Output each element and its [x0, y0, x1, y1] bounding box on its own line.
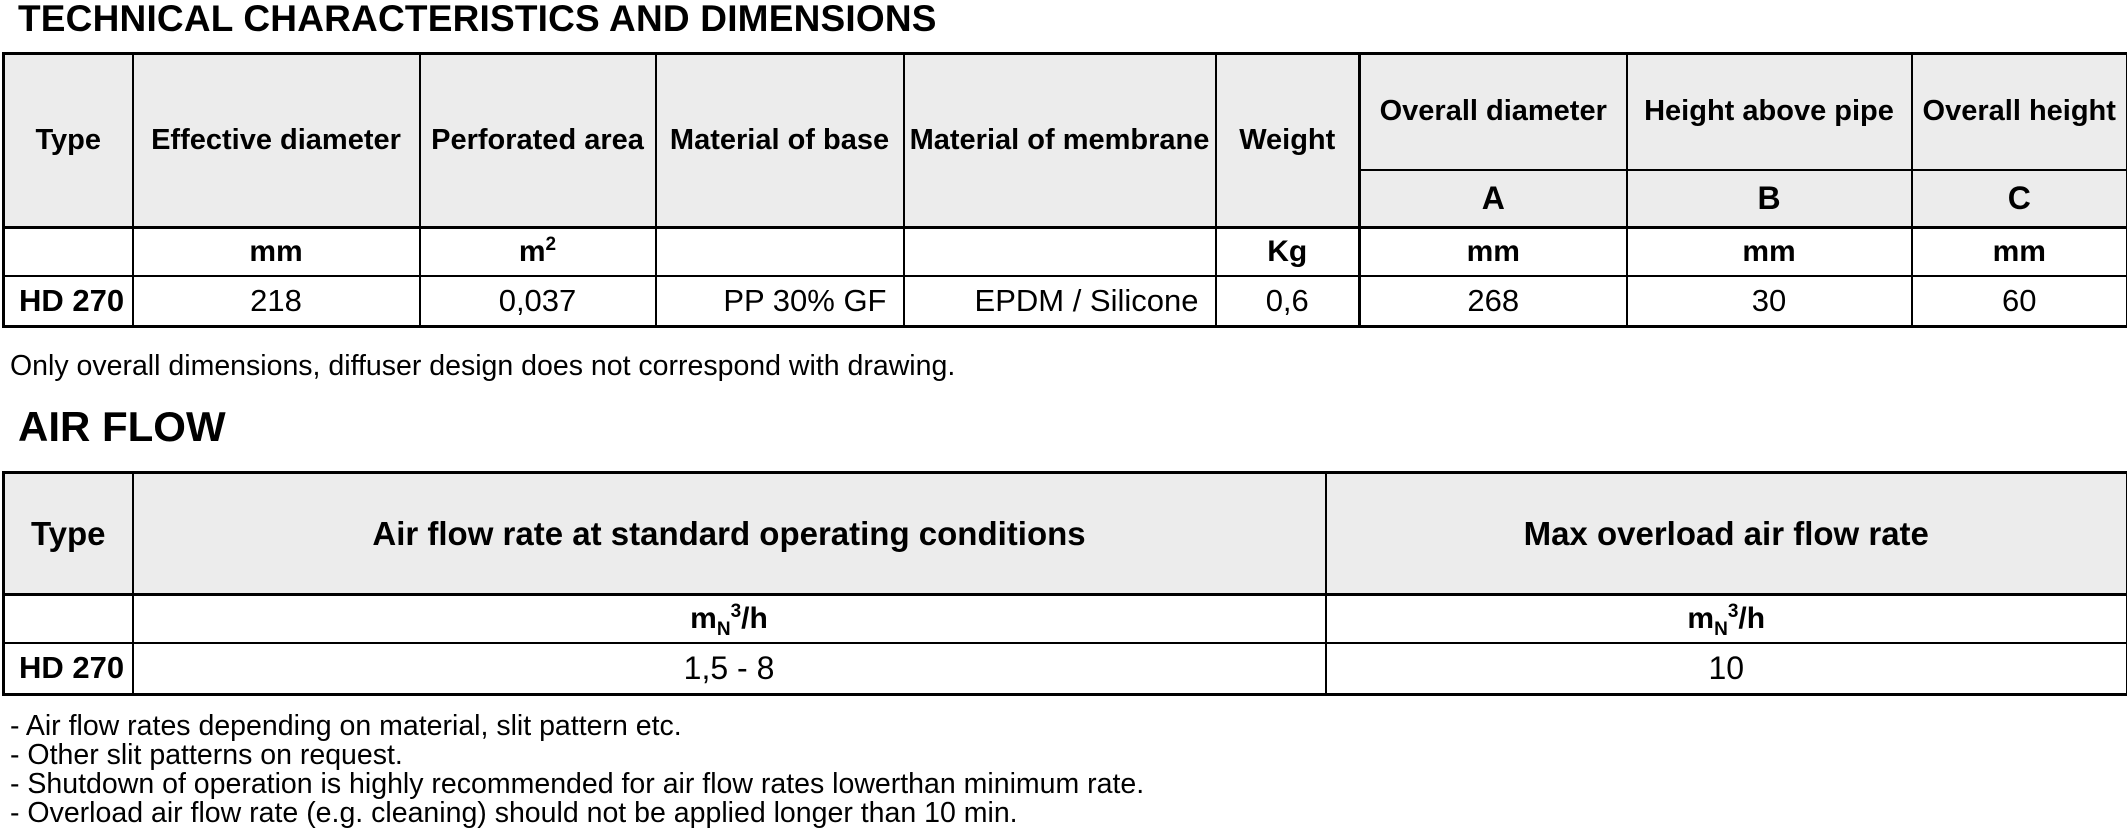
- dimensions-note: Only overall dimensions, diffuser design does not correspond with drawing.: [10, 350, 956, 382]
- header-letter-c: C: [1912, 170, 2127, 228]
- unit-tail: /h: [741, 601, 768, 635]
- unit-material-membrane-empty: [904, 228, 1216, 276]
- cell-overall-diameter: 268: [1360, 276, 1627, 327]
- cell-weight: 0,6: [1216, 276, 1360, 327]
- header-letter-a: A: [1360, 170, 1627, 228]
- cell-material-membrane: EPDM / Silicone: [904, 276, 1216, 327]
- unit-perforated-area: [420, 228, 656, 276]
- technical-characteristics-title: TECHNICAL CHARACTERISTICS AND DIMENSIONS: [18, 0, 937, 39]
- table-row: [4, 643, 2127, 695]
- air-flow-note: - Air flow rates depending on material, slit pattern etc.: [10, 710, 682, 742]
- unit-perforated-area-base: m: [518, 234, 546, 268]
- unit-base: m: [690, 601, 717, 635]
- unit-subscript: N: [1714, 618, 1728, 640]
- airflow-header-max-overload: Max overload air flow rate: [1326, 473, 2127, 595]
- air-flow-note: - Other slit patterns on request.: [10, 739, 403, 771]
- unit-tail: /h: [1738, 601, 1766, 635]
- air-flow-note: - Shutdown of operation is highly recommended for air flow rates lowerthan minimum rate.: [10, 768, 1145, 800]
- unit-type-empty: [4, 228, 133, 276]
- unit-subscript: N: [716, 618, 731, 640]
- air-flow-title: AIR FLOW: [18, 403, 226, 450]
- airflow-cell-standard-rate: 1,5 - 8: [133, 643, 1326, 695]
- unit-superscript: 3: [730, 600, 742, 622]
- cell-height-above-pipe: 30: [1627, 276, 1912, 327]
- air-flow-note: - Overload air flow rate (e.g. cleaning) should not be applied longer than 10 min.: [10, 797, 1018, 829]
- header-letter-b: B: [1627, 170, 1912, 228]
- header-type: Type: [4, 54, 133, 228]
- unit-superscript: 3: [1727, 600, 1739, 622]
- airflow-unit-max-overload: [1326, 595, 2127, 643]
- airflow-unit-standard-rate: [133, 595, 1326, 643]
- cell-effective-diameter: 218: [133, 276, 420, 327]
- unit-perforated-area-exponent: 2: [545, 233, 557, 255]
- unit-material-base-empty: [656, 228, 904, 276]
- header-effective-diameter: Effective diameter: [133, 54, 420, 228]
- cell-perforated-area: 0,037: [420, 276, 656, 327]
- header-overall-height: Overall height: [1912, 54, 2127, 170]
- unit-base: m: [1687, 601, 1715, 635]
- table-row: [4, 276, 2127, 327]
- header-perforated-area: Perforated area: [420, 54, 656, 228]
- airflow-unit-type-empty: [4, 595, 133, 643]
- air-flow-notes: [10, 712, 1144, 828]
- unit-overall-height: mm: [1912, 228, 2127, 276]
- air-flow-table: [2, 471, 2127, 696]
- airflow-cell-type: HD 270: [4, 643, 133, 695]
- unit-weight: Kg: [1216, 228, 1360, 276]
- cell-overall-height: 60: [1912, 276, 2127, 327]
- technical-characteristics-table: [2, 52, 2127, 328]
- airflow-header-type: Type: [4, 473, 133, 595]
- unit-effective-diameter: mm: [133, 228, 420, 276]
- airflow-header-standard-rate: Air flow rate at standard operating conditions: [133, 473, 1326, 595]
- unit-overall-diameter: mm: [1360, 228, 1627, 276]
- airflow-cell-max-overload: 10: [1326, 643, 2127, 695]
- header-material-membrane: Material of membrane: [904, 54, 1216, 228]
- header-height-above-pipe: Height above pipe: [1627, 54, 1912, 170]
- cell-type: HD 270: [4, 276, 133, 327]
- header-weight: Weight: [1216, 54, 1360, 228]
- cell-material-base: PP 30% GF: [656, 276, 904, 327]
- header-material-base: Material of base: [656, 54, 904, 228]
- unit-height-above-pipe: mm: [1627, 228, 1912, 276]
- header-overall-diameter: Overall diameter: [1360, 54, 1627, 170]
